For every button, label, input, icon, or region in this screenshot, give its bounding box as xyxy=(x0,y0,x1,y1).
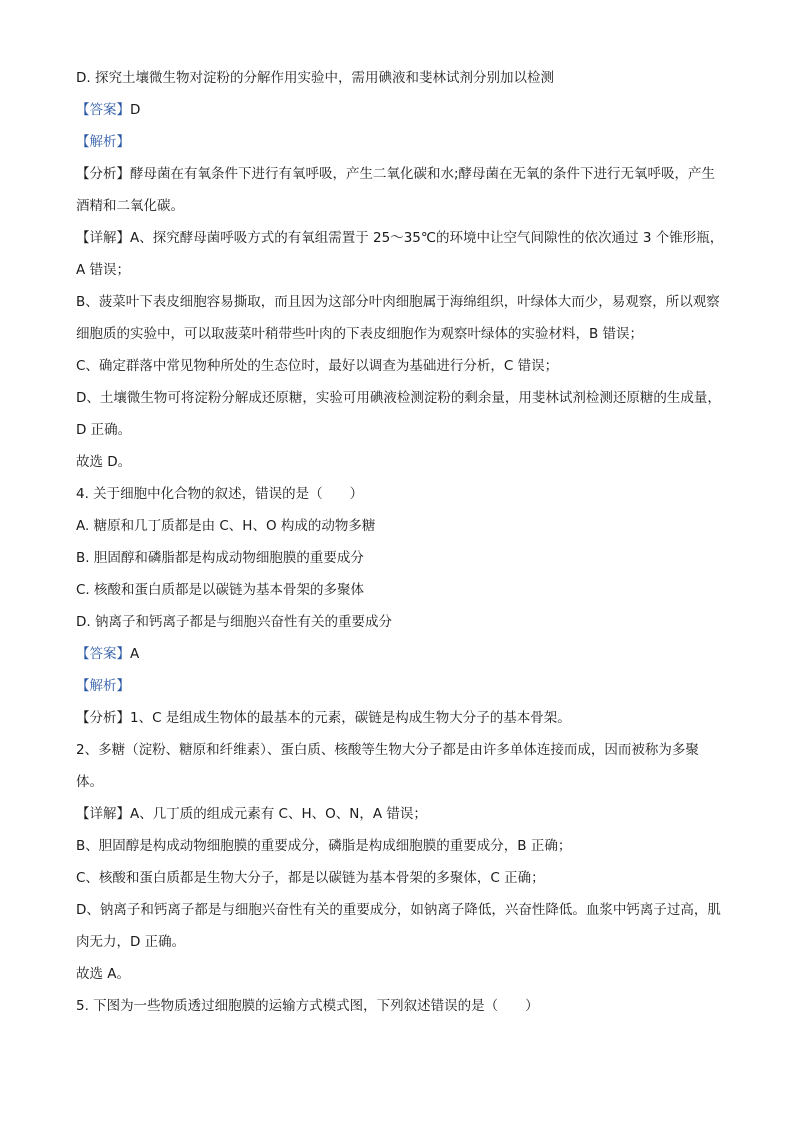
xiangjie-tag: 【详解】 xyxy=(76,806,130,822)
q3-analysis-tag: 【解析】 xyxy=(76,134,130,150)
q4-option-c: C. 核酸和蛋白质都是以碳链为基本骨架的多聚体 xyxy=(76,582,365,598)
q5-stem: 5. 下图为一些物质透过细胞膜的运输方式模式图，下列叙述错误的是（ ） xyxy=(76,998,539,1014)
q4-option-b: B. 胆固醇和磷脂都是构成动物细胞膜的重要成分 xyxy=(76,550,364,566)
fenxi-tag: 【分析】 xyxy=(76,710,130,726)
q4-detail-d: D、钠离子和钙离子都是与细胞兴奋性有关的重要成分，如钠离子降低，兴奋性降低。血浆中钙离子过高，肌肉无力，D 正确。 xyxy=(76,902,721,950)
q4-option-d: D. 钠离子和钙离子都是与细胞兴奋性有关的重要成分 xyxy=(76,614,392,630)
q4-conclusion: 故选 A。 xyxy=(76,966,131,982)
q4-detail-a: A、几丁质的组成元素有 C、H、O、N，A 错误； xyxy=(130,806,427,822)
q3-detail-b: B、菠菜叶下表皮细胞容易撕取，而且因为这部分叶肉细胞属于海绵组织，叶绿体大而少，易观察，所以观察细胞质的实验中，可以取菠菜叶稍带些叶肉的下表皮细胞作为观察叶绿体的实验材料，B 错误； xyxy=(76,294,720,342)
q3-conclusion: 故选 D。 xyxy=(76,454,132,470)
q3-detail-c: C、确定群落中常见物种所处的生态位时，最好以调查为基础进行分析，C 错误； xyxy=(76,358,559,374)
q4-detail-b: B、胆固醇是构成动物细胞膜的重要成分，磷脂是构成细胞膜的重要成分，B 正确； xyxy=(76,838,572,854)
q3-detail-a-line xyxy=(76,222,724,286)
q3-option-d: D. 探究土壤微生物对淀粉的分解作用实验中，需用碘液和斐林试剂分别加以检测 xyxy=(76,70,554,86)
q4-detail-a-line xyxy=(76,798,724,830)
fenxi-tag: 【分析】 xyxy=(76,166,130,182)
q4-answer-line xyxy=(76,638,724,670)
q3-detail-d: D、土壤微生物可将淀粉分解成还原糖，实验可用碘液检测淀粉的剩余量，用斐林试剂检测还原糖的生成量，D 正确。 xyxy=(76,390,721,438)
xiangjie-tag: 【详解】 xyxy=(76,230,130,246)
q4-option-a: A. 糖原和几丁质都是由 C、H、O 构成的动物多糖 xyxy=(76,518,376,534)
q3-answer-line xyxy=(76,94,724,126)
answer-tag: 【答案】 xyxy=(76,102,130,118)
q4-fenxi-1-line xyxy=(76,702,724,734)
q3-detail-a: A、探究酵母菌呼吸方式的有氧组需置于 25～35℃的环境中让空气间隙性的依次通过 3 个锥形瓶，A 错误； xyxy=(76,230,724,278)
q4-analysis-tag: 【解析】 xyxy=(76,678,130,694)
answer-tag: 【答案】 xyxy=(76,646,130,662)
q3-fenxi xyxy=(76,158,724,222)
page-content xyxy=(76,62,724,1022)
q3-fenxi-text: 酵母菌在有氧条件下进行有氧呼吸，产生二氧化碳和水;酵母菌在无氧的条件下进行无氧呼吸，产生酒精和二氧化碳。 xyxy=(76,166,716,214)
q4-detail-c: C、核酸和蛋白质都是生物大分子，都是以碳链为基本骨架的多聚体，C 正确； xyxy=(76,870,545,886)
q4-fenxi-1: 1、C 是组成生物体的最基本的元素，碳链是构成生物大分子的基本骨架。 xyxy=(130,710,571,726)
q3-answer: D xyxy=(130,102,141,118)
q4-fenxi-2: 2、多糖（淀粉、糖原和纤维素）、蛋白质、核酸等生物大分子都是由许多单体连接而成，因而被称为多聚体。 xyxy=(76,742,699,790)
q4-answer: A xyxy=(130,646,140,662)
q4-stem: 4. 关于细胞中化合物的叙述，错误的是（ ） xyxy=(76,486,364,502)
